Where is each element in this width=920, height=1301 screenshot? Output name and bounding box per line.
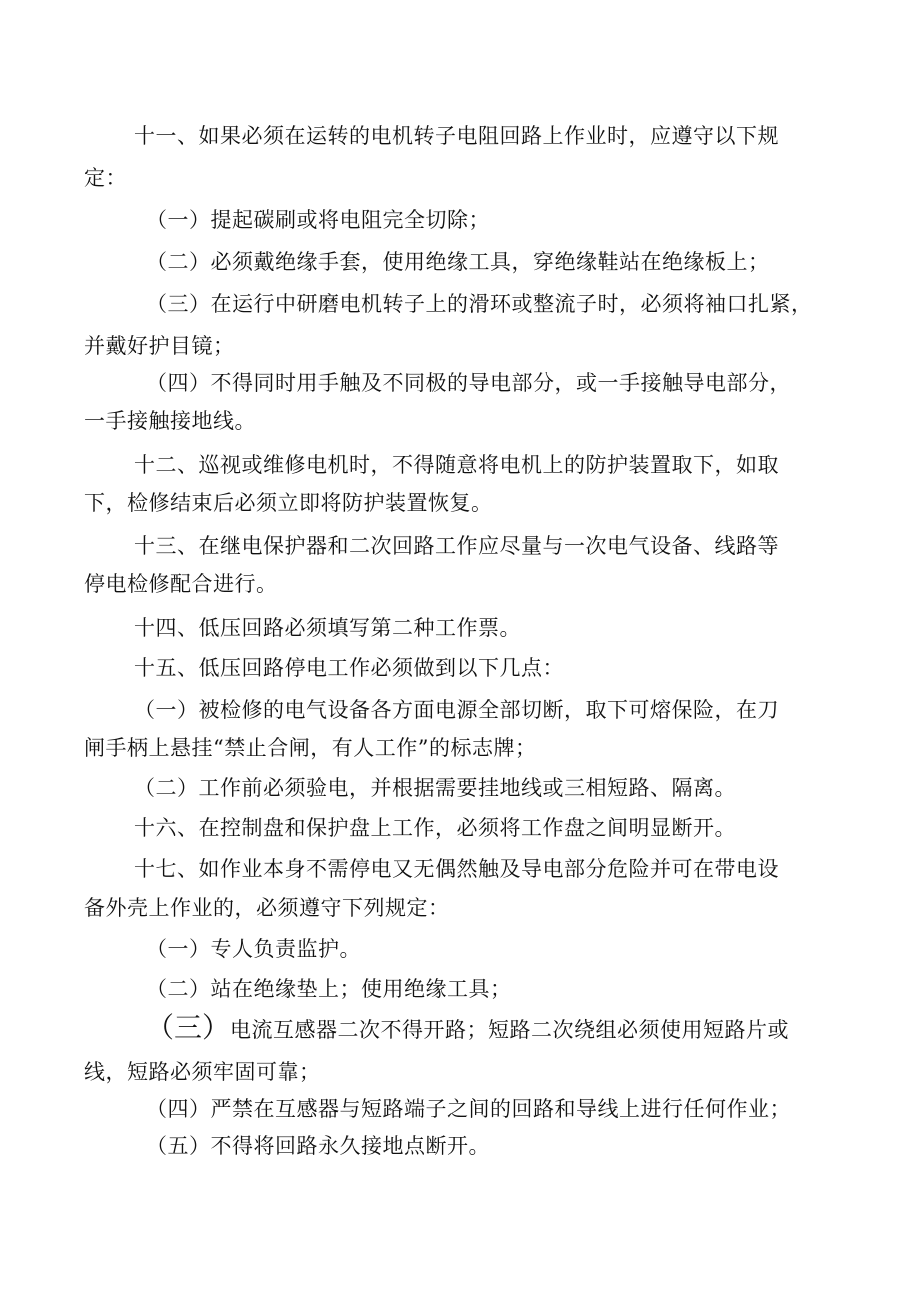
text-line-item3 bbox=[146, 1011, 790, 1044]
text-line: （一）提起碳刷或将电阻完全切除； bbox=[146, 208, 490, 232]
text-line: （二）站在绝缘垫上；使用绝缘工具； bbox=[146, 977, 512, 1001]
text-line: （一）被检修的电气设备各方面电源全部切断，取下可熔保险，在刀 bbox=[134, 698, 779, 722]
text-line: 十三、在继电保护器和二次回路工作应尽量与一次电气设备、线路等 bbox=[134, 534, 779, 558]
text-line: 十七、如作业本身不需停电又无偶然触及导电部分危险并可在带电设 bbox=[134, 857, 779, 881]
text-line: 并戴好护目镜； bbox=[84, 334, 235, 358]
text-line: （五）不得将回路永久接地点断开。 bbox=[146, 1134, 490, 1158]
text-line: （四）不得同时用手触及不同极的导电部分，或一手接触导电部分， bbox=[146, 371, 791, 395]
text-line: 十四、低压回路必须填写第二种工作票。 bbox=[134, 616, 521, 640]
text-line: （一）专人负责监护。 bbox=[146, 937, 361, 961]
item3-text: 电流互感器二次不得开路；短路二次绕组必须使用短路片或 bbox=[230, 1018, 790, 1042]
text-line: （二）工作前必须验电，并根据需要挂地线或三相短路、隔离。 bbox=[134, 776, 736, 800]
text-line: 十五、低压回路停电工作必须做到以下几点： bbox=[134, 656, 564, 680]
text-line: 停电检修配合进行。 bbox=[84, 572, 278, 596]
text-line: 十一、如果必须在运转的电机转子电阻回路上作业时，应遵守以下规 bbox=[134, 124, 779, 148]
text-line: 备外壳上作业的，必须遵守下列规定： bbox=[84, 896, 450, 920]
text-line: （四）严禁在互感器与短路端子之间的回路和导线上进行任何作业； bbox=[146, 1097, 791, 1121]
text-line: 十二、巡视或维修电机时，不得随意将电机上的防护装置取下，如取 bbox=[134, 453, 779, 477]
text-line: 定： bbox=[84, 166, 127, 190]
text-line: （三）在运行中研磨电机转子上的滑环或整流子时，必须将袖口扎紧， bbox=[146, 292, 813, 316]
text-line: 闸手柄上悬挂“禁止合闸，有人工作”的标志牌； bbox=[84, 736, 537, 760]
text-line: 十六、在控制盘和保护盘上工作，必须将工作盘之间明显断开。 bbox=[134, 816, 736, 840]
text-line: 线，短路必须牢固可靠； bbox=[84, 1060, 321, 1084]
text-line: 一手接触接地线。 bbox=[84, 409, 256, 433]
text-line: 下，检修结束后必须立即将防护装置恢复。 bbox=[84, 491, 493, 515]
item3-prefix: （三） bbox=[146, 1011, 231, 1044]
text-line: （二）必须戴绝缘手套，使用绝缘工具，穿绝缘鞋站在绝缘板上； bbox=[146, 250, 770, 274]
